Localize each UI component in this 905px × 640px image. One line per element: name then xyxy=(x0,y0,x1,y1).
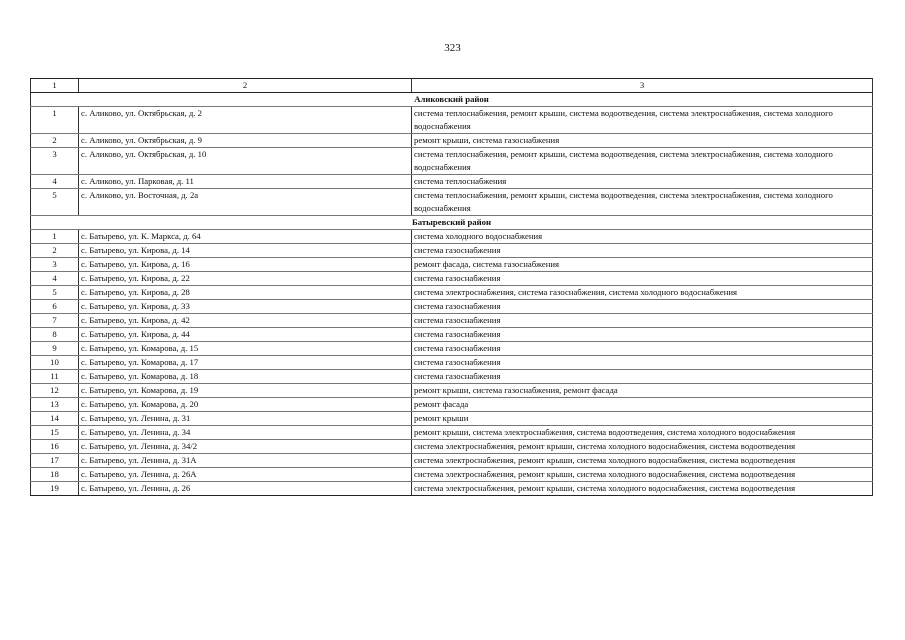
row-works: система газоснабжения xyxy=(412,370,873,384)
table-row xyxy=(31,370,873,384)
row-number: 18 xyxy=(31,468,79,482)
table-body xyxy=(31,79,873,496)
district-heading: Аликовский район xyxy=(31,93,873,107)
row-works: система газоснабжения xyxy=(412,342,873,356)
table-row xyxy=(31,175,873,189)
row-works: система газоснабжения xyxy=(412,244,873,258)
table-row xyxy=(31,412,873,426)
section-row xyxy=(31,93,873,107)
table-row xyxy=(31,272,873,286)
row-address: с. Аликово, ул. Октябрьская, д. 2 xyxy=(79,107,412,134)
row-address: с. Батырево, ул. Кирова, д. 16 xyxy=(79,258,412,272)
column-number-row xyxy=(31,79,873,93)
row-number: 4 xyxy=(31,272,79,286)
table-row xyxy=(31,482,873,496)
row-address: с. Батырево, ул. Ленина, д. 26А xyxy=(79,468,412,482)
row-works: система газоснабжения xyxy=(412,300,873,314)
row-number: 17 xyxy=(31,454,79,468)
row-works: система электроснабжения, ремонт крыши, система холодного водоснабжения, система водоотведения xyxy=(412,482,873,496)
row-address: с. Батырево, ул. Комарова, д. 17 xyxy=(79,356,412,370)
row-works: система электроснабжения, ремонт крыши, система холодного водоснабжения, система водоотведения xyxy=(412,440,873,454)
row-works: система электроснабжения, ремонт крыши, система холодного водоснабжения, система водоотведения xyxy=(412,468,873,482)
table-row xyxy=(31,356,873,370)
table-row xyxy=(31,328,873,342)
row-works: система газоснабжения xyxy=(412,314,873,328)
row-address: с. Батырево, ул. Кирова, д. 33 xyxy=(79,300,412,314)
row-address: с. Батырево, ул. Комарова, д. 15 xyxy=(79,342,412,356)
table-row xyxy=(31,384,873,398)
row-number: 2 xyxy=(31,244,79,258)
row-number: 3 xyxy=(31,148,79,175)
row-address: с. Батырево, ул. К. Маркса, д. 64 xyxy=(79,230,412,244)
table-row xyxy=(31,398,873,412)
row-address: с. Аликово, ул. Восточная, д. 2а xyxy=(79,189,412,216)
row-address: с. Аликово, ул. Октябрьская, д. 10 xyxy=(79,148,412,175)
table-row xyxy=(31,286,873,300)
row-works: ремонт крыши, система газоснабжения xyxy=(412,134,873,148)
row-address: с. Батырево, ул. Ленина, д. 34 xyxy=(79,426,412,440)
table-row xyxy=(31,314,873,328)
table-row xyxy=(31,107,873,134)
row-address: с. Батырево, ул. Комарова, д. 20 xyxy=(79,398,412,412)
row-works: ремонт крыши xyxy=(412,412,873,426)
row-works: система теплоснабжения, ремонт крыши, система водоотведения, система электроснабжения, система холодного водоснабжения xyxy=(412,107,873,134)
table-row xyxy=(31,342,873,356)
row-address: с. Батырево, ул. Ленина, д. 31 xyxy=(79,412,412,426)
row-works: ремонт фасада xyxy=(412,398,873,412)
table-row xyxy=(31,134,873,148)
row-works: система теплоснабжения xyxy=(412,175,873,189)
row-number: 16 xyxy=(31,440,79,454)
table-row xyxy=(31,258,873,272)
row-number: 1 xyxy=(31,107,79,134)
row-address: с. Аликово, ул. Октябрьская, д. 9 xyxy=(79,134,412,148)
row-address: с. Батырево, ул. Кирова, д. 42 xyxy=(79,314,412,328)
row-number: 4 xyxy=(31,175,79,189)
row-works: система газоснабжения xyxy=(412,272,873,286)
row-works: система газоснабжения xyxy=(412,356,873,370)
table-row xyxy=(31,244,873,258)
row-works: система теплоснабжения, ремонт крыши, система водоотведения, система электроснабжения, система холодного водоснабжения xyxy=(412,148,873,175)
row-works: система теплоснабжения, ремонт крыши, система водоотведения, система электроснабжения, система холодного водоснабжения xyxy=(412,189,873,216)
row-works: система электроснабжения, ремонт крыши, система холодного водоснабжения, система водоотведения xyxy=(412,454,873,468)
row-address: с. Батырево, ул. Кирова, д. 14 xyxy=(79,244,412,258)
row-number: 2 xyxy=(31,134,79,148)
row-number: 14 xyxy=(31,412,79,426)
row-address: с. Батырево, ул. Кирова, д. 22 xyxy=(79,272,412,286)
row-number: 19 xyxy=(31,482,79,496)
row-address: с. Аликово, ул. Парковая, д. 11 xyxy=(79,175,412,189)
section-row xyxy=(31,216,873,230)
row-works: ремонт крыши, система газоснабжения, ремонт фасада xyxy=(412,384,873,398)
row-number: 11 xyxy=(31,370,79,384)
table-row xyxy=(31,454,873,468)
table-row xyxy=(31,468,873,482)
row-number: 12 xyxy=(31,384,79,398)
district-heading: Батыревский район xyxy=(31,216,873,230)
row-number: 6 xyxy=(31,300,79,314)
row-number: 3 xyxy=(31,258,79,272)
table-row xyxy=(31,440,873,454)
row-number: 10 xyxy=(31,356,79,370)
row-address: с. Батырево, ул. Ленина, д. 31А xyxy=(79,454,412,468)
table-row xyxy=(31,426,873,440)
row-address: с. Батырево, ул. Комарова, д. 19 xyxy=(79,384,412,398)
column-number-1: 1 xyxy=(31,79,79,93)
row-address: с. Батырево, ул. Кирова, д. 44 xyxy=(79,328,412,342)
row-works: ремонт фасада, система газоснабжения xyxy=(412,258,873,272)
row-number: 9 xyxy=(31,342,79,356)
table-row xyxy=(31,300,873,314)
page-number: 323 xyxy=(444,42,461,54)
row-address: с. Батырево, ул. Комарова, д. 18 xyxy=(79,370,412,384)
row-works: система холодного водоснабжения xyxy=(412,230,873,244)
column-number-2: 2 xyxy=(79,79,412,93)
row-number: 5 xyxy=(31,189,79,216)
table-row xyxy=(31,189,873,216)
row-number: 15 xyxy=(31,426,79,440)
column-number-3: 3 xyxy=(412,79,873,93)
works-table xyxy=(30,78,873,496)
row-number: 5 xyxy=(31,286,79,300)
row-address: с. Батырево, ул. Ленина, д. 26 xyxy=(79,482,412,496)
row-number: 7 xyxy=(31,314,79,328)
row-number: 8 xyxy=(31,328,79,342)
row-works: система газоснабжения xyxy=(412,328,873,342)
row-address: с. Батырево, ул. Ленина, д. 34/2 xyxy=(79,440,412,454)
row-address: с. Батырево, ул. Кирова, д. 28 xyxy=(79,286,412,300)
row-works: ремонт крыши, система электроснабжения, система водоотведения, система холодного водоснабжения xyxy=(412,426,873,440)
row-number: 13 xyxy=(31,398,79,412)
table-row xyxy=(31,148,873,175)
table-row xyxy=(31,230,873,244)
row-number: 1 xyxy=(31,230,79,244)
row-works: система электроснабжения, система газоснабжения, система холодного водоснабжения xyxy=(412,286,873,300)
